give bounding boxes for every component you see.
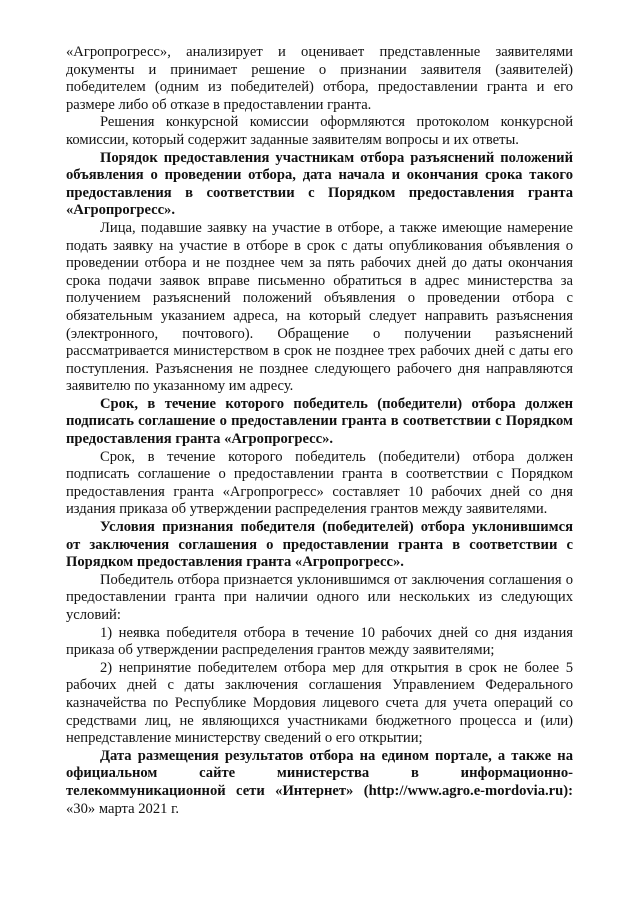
- results-date-label: Дата размещения результатов отбора на едином портале, а также на официальном сайте министерства в информационно-телекоммуникационной сети «Интернет» (http://www.agro.e-mordovia.ru):: [66, 747, 573, 799]
- paragraph-signing-deadline: Срок, в течение которого победитель (победители) отбора должен подписать соглашение о предоставлении гранта в соответствии с Порядком предоставления гранта «Агропрогресс» составляет 10 рабочих дней со дня издания приказа об утверждении распределения грантов между заявителями.: [66, 448, 573, 518]
- list-item-condition-2: 2) непринятие победителем отбора мер для открытия в срок не более 5 рабочих дней с даты заключения соглашения Управлением Федерального казначейства по Республике Мордовия лицевого счета для учета операций со средствами лиц, не являющихся участниками бюджетного процесса и (или) непредставление министерству сведений о его открытии;: [66, 659, 573, 747]
- heading-evasion-conditions: Условия признания победителя (победителей) отбора уклонившимся от заключения соглашения о предоставлении гранта в соответствии с Порядком предоставления гранта «Агропрогресс».: [66, 519, 573, 571]
- paragraph-results-date: [66, 748, 573, 818]
- paragraph-commission-decision: «Агропрогресс», анализирует и оценивает представленные заявителями документы и принимает решение о признании заявителя (заявителей) победителем (одним из победителей) отбора, предоставлении гранта и его размере либо об отказе в предоставлении гранта.: [66, 44, 573, 113]
- heading-clarifications: Порядок предоставления участникам отбора разъяснений положений объявления о проведении отбора, дата начала и окончания срока такого предоставления в соответствии с Порядком предоставления гранта «Агропрогресс».: [66, 149, 573, 219]
- paragraph-clarifications: Лица, подавшие заявку на участие в отборе, а также имеющие намерение подать заявку на участие в отборе в срок с даты опубликования объявления о проведении отбора и не позднее чем за пять рабочих дней до даты окончания срока подачи заявок вправе письменно обратиться в адрес министерства за получением разъяснений положений объявления о проведении отбора с обязательным указанием адреса, на который следует направить разъяснения (электронного, почтового). Обращение о получении разъяснений рассматривается министерством в срок не позднее трех рабочих дней с даты его поступления. Разъяснения не позднее следующего рабочего дня направляются заявителю по указанному им адресу.: [66, 219, 573, 395]
- document-page: [66, 44, 573, 818]
- list-item-condition-1: 1) неявка победителя отбора в течение 10 рабочих дней со дня издания приказа об утверждении распределения грантов между заявителями;: [66, 624, 573, 659]
- results-date-value: «30» марта 2021 г.: [66, 800, 180, 817]
- paragraph-commission-protocol: Решения конкурсной комиссии оформляются протоколом конкурсной комиссии, который содержит заданные заявителям вопросы и их ответы.: [66, 114, 573, 148]
- paragraph-evasion-intro: Победитель отбора признается уклонившимся от заключения соглашения о предоставлении гранта при наличии одного или нескольких из следующих условий:: [66, 571, 573, 623]
- heading-signing-deadline: Срок, в течение которого победитель (победители) отбора должен подписать соглашение о предоставлении гранта в соответствии с Порядком предоставления гранта «Агропрогресс».: [66, 395, 573, 448]
